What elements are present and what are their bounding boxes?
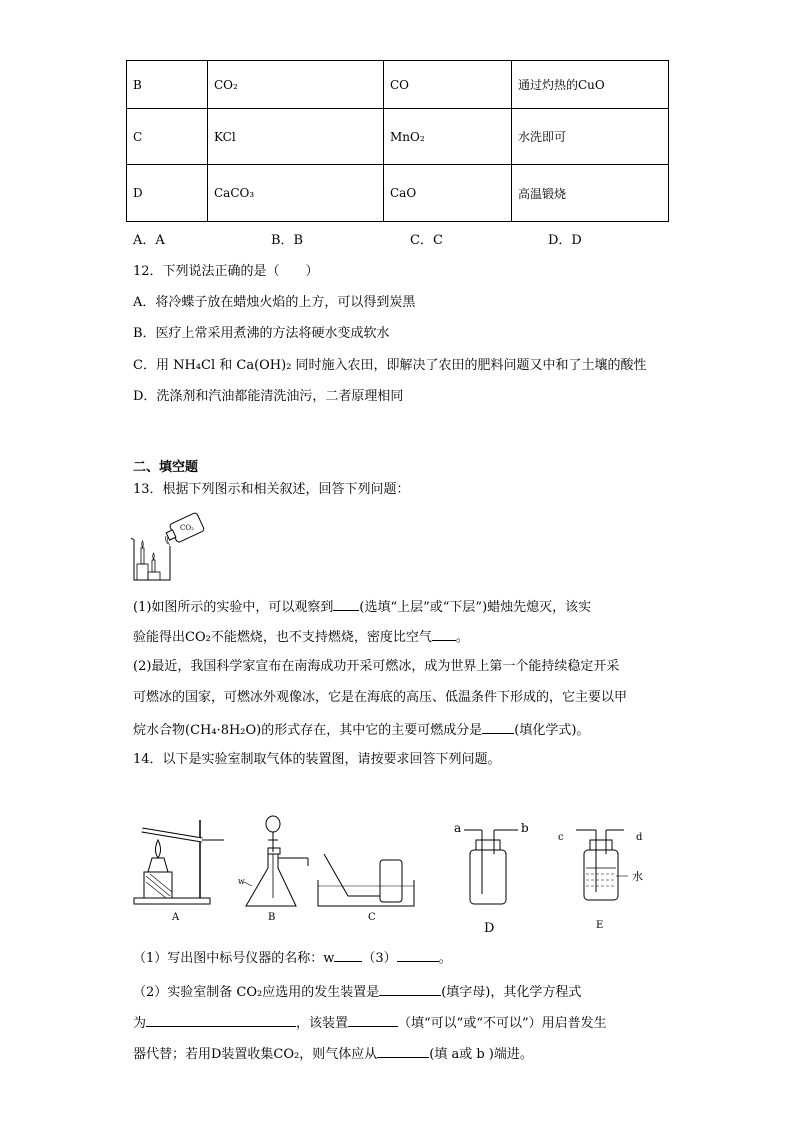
table-cell: 高温锻烧: [512, 165, 669, 222]
q14-p2-text: (填 a或 b )端进。: [429, 1047, 533, 1062]
answer-blank[interactable]: [397, 949, 439, 962]
q14-part2-line3: [133, 1045, 533, 1063]
label-b: B: [268, 912, 276, 923]
q14-p1-text: （1）写出图中标号仪器的名称：w: [133, 951, 335, 966]
q14-p2-text: （填“可以”或“不可以”）用启普发生: [398, 1016, 607, 1031]
answer-blank[interactable]: [432, 628, 456, 641]
table-cell: C: [127, 109, 208, 165]
table-cell: 水洗即可: [512, 109, 669, 165]
q14-p1-text: 。: [438, 951, 452, 966]
table-cell: CaO: [384, 165, 512, 222]
q13-part1-line2: [133, 628, 469, 646]
question-12-stem: 12．下列说法正确的是（ ）: [133, 264, 319, 279]
label-w: w: [238, 877, 245, 886]
q13-p1-text: (选填“上层”或“下层”)蜡烛先熄灭，该实: [359, 600, 592, 615]
table-row: [127, 165, 669, 222]
q14-p2-text: 器代替；若用D装置收集CO₂，则气体应从: [133, 1047, 378, 1062]
question-14-stem: 14．以下是实验室制取气体的装置图，请按要求回答下列问题。: [133, 752, 501, 767]
apparatus-e: [558, 830, 643, 931]
choice-d[interactable]: D．D: [548, 233, 582, 248]
label-port-c: c: [558, 832, 564, 843]
q13-p2-text: 烷水合物(CH₄·8H₂O)的形式存在，其中它的主要可燃成分是: [133, 723, 483, 738]
choice-b[interactable]: B．B: [271, 233, 304, 248]
table-cell: CaCO₃: [208, 165, 384, 222]
apparatus-d: [454, 821, 529, 936]
q14-part1: [133, 949, 452, 967]
table-cell: CO₂: [208, 61, 384, 109]
table-cell: D: [127, 165, 208, 222]
choice-c[interactable]: C．C: [410, 233, 443, 248]
q13-part1-line1: [133, 598, 591, 616]
table-cell: 通过灼热的CuO: [512, 61, 669, 109]
candle-co2-figure: [128, 510, 210, 585]
answer-blank[interactable]: [377, 1045, 429, 1058]
q12-option-d[interactable]: D．洗涤剂和汽油都能清洗油污，二者原理相同: [133, 389, 404, 404]
answer-blank[interactable]: [482, 721, 514, 734]
options-table: [126, 60, 669, 222]
q13-part2-line3: [133, 721, 589, 739]
q13-part2-line1: (2)最近，我国科学家宣布在南海成功开采可燃冰，成为世界上第一个能持续稳定开采: [133, 659, 620, 674]
q14-p2-text: (填字母)，其化学方程式: [441, 985, 582, 1000]
q13-p1-text: 。: [455, 630, 469, 645]
q14-p2-text: （2）实验室制备 CO₂应选用的发生装置是: [133, 985, 380, 1000]
label-a: A: [172, 912, 180, 923]
fig-label-co2: CO₂: [180, 524, 194, 532]
label-c: C: [368, 912, 376, 923]
answer-blank[interactable]: [348, 1014, 398, 1027]
label-e: E: [596, 920, 604, 931]
table-cell: CO: [384, 61, 512, 109]
choice-a[interactable]: A．A: [133, 233, 165, 248]
table-row: [127, 61, 669, 109]
answer-blank[interactable]: [146, 1014, 296, 1027]
q14-part2-line1: [133, 983, 581, 1001]
label-port-a: a: [454, 821, 462, 835]
q12-option-c[interactable]: C．用 NH₄Cl 和 Ca(OH)₂ 同时施入农田，即解决了农田的肥料问题又中和了土壤的酸性: [133, 358, 647, 373]
table-row: [127, 109, 669, 165]
label-d: D: [484, 921, 495, 936]
q13-part2-line2: 可燃冰的国家，可燃冰外观像冰，它是在海底的高压、低温条件下形成的，它主要以甲: [133, 690, 628, 705]
q13-p2-text: (填化学式)。: [514, 723, 590, 738]
q13-p1-text: 验能得出CO₂不能燃烧，也不支持燃烧，密度比空气: [133, 630, 432, 645]
apparatus-a: [134, 820, 224, 923]
answer-blank[interactable]: [379, 983, 441, 996]
label-water: 水: [632, 870, 643, 883]
table-cell: KCl: [208, 109, 384, 165]
gas-apparatus-figure: [128, 810, 668, 940]
q14-p2-text: 为: [133, 1016, 147, 1031]
q12-option-a[interactable]: A．将冷蝶子放在蜡烛火焰的上方，可以得到炭黑: [133, 295, 416, 310]
q14-part2-line2: [133, 1014, 607, 1032]
answer-blank[interactable]: [334, 949, 362, 962]
label-port-d: d: [636, 832, 643, 843]
table-cell: MnO₂: [384, 109, 512, 165]
q14-p1-text: （3）: [362, 951, 397, 966]
section-heading: 二、填空题: [133, 460, 199, 475]
apparatus-b: [238, 816, 308, 923]
q14-p2-text: ，该装置: [296, 1016, 349, 1031]
label-port-b: b: [521, 821, 529, 835]
q12-option-b[interactable]: B．医疗上常采用煮沸的方法将硬水变成软水: [133, 326, 390, 341]
apparatus-c: [318, 854, 414, 923]
q13-p1-text: (1)如图所示的实验中，可以观察到: [133, 600, 334, 615]
table-cell: B: [127, 61, 208, 109]
answer-blank[interactable]: [333, 598, 359, 611]
question-13-stem: 13．根据下列图示和相关叙述，回答下列问题：: [133, 482, 410, 497]
